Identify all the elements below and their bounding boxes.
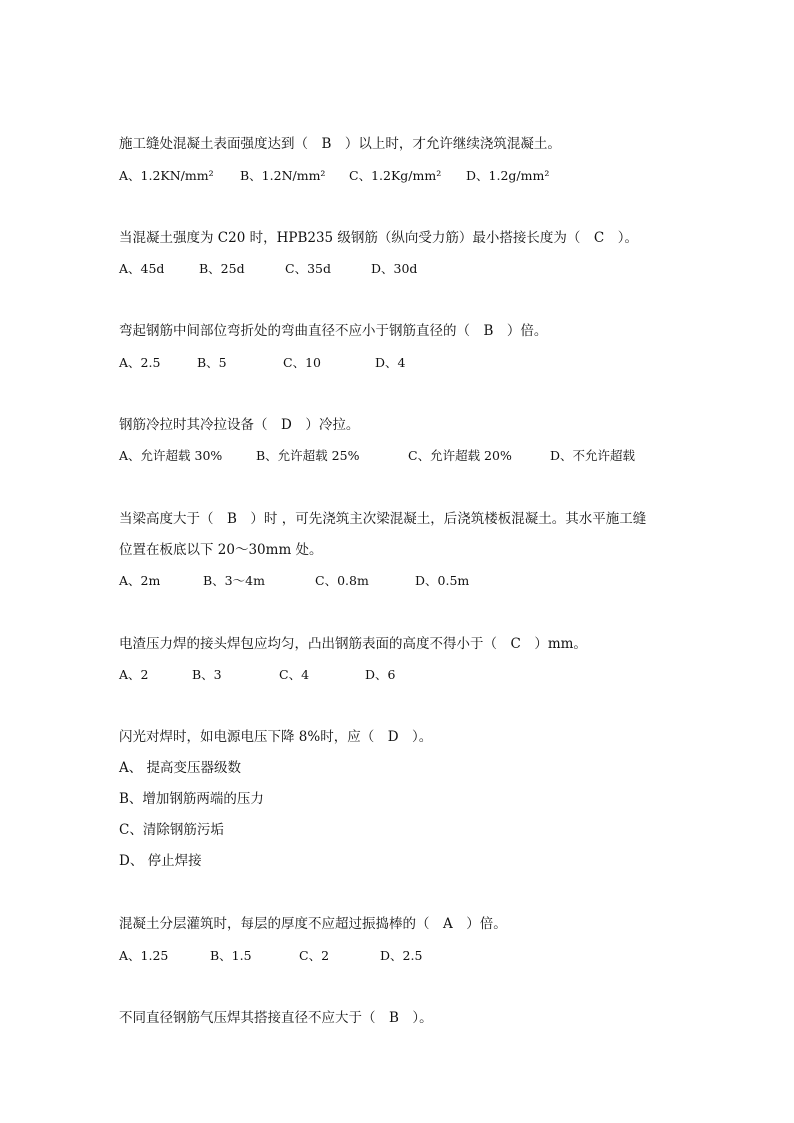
option-b: B、25d bbox=[199, 261, 245, 276]
option-c: C、0.8m bbox=[315, 573, 369, 588]
question-5-text-line-1: 当梁高度大于（ B ）时 ，可先浇筑主次梁混凝土，后浇筑楼板混凝土。其水平施工缝 bbox=[119, 511, 647, 527]
option-c: C、2 bbox=[299, 948, 330, 963]
question-5-text-line-2: 位置在板底以下 20～30mm 处。 bbox=[119, 542, 323, 558]
option-b: B、1.5 bbox=[210, 948, 252, 963]
option-d: D、6 bbox=[365, 667, 396, 682]
option-a: A、45d bbox=[119, 261, 165, 276]
option-b: B、1.2N/mm² bbox=[240, 168, 326, 183]
option-a: A、2 bbox=[119, 667, 149, 682]
option-d: D、4 bbox=[375, 355, 406, 370]
question-7-option-b: B、增加钢筋两端的压力 bbox=[119, 791, 264, 807]
option-b: B、3 bbox=[192, 667, 222, 682]
question-4-text: 钢筋冷拉时其冷拉设备（ D ）冷拉。 bbox=[119, 417, 360, 433]
option-d: D、1.2g/mm² bbox=[466, 168, 550, 183]
question-5-options bbox=[119, 573, 470, 621]
question-8-text: 混凝土分层灌筑时，每层的厚度不应超过振捣棒的（ A ）倍。 bbox=[119, 916, 507, 932]
question-2-text: 当混凝土强度为 C20 时，HPB235 级钢筋（纵向受力筋）最小搭接长度为（ C ）。 bbox=[119, 230, 639, 246]
option-d: D、0.5m bbox=[415, 573, 470, 588]
option-c: C、4 bbox=[279, 667, 310, 682]
option-d: D、30d bbox=[371, 261, 418, 276]
option-a: A、2.5 bbox=[119, 355, 161, 370]
option-c: C、1.2Kg/mm² bbox=[349, 168, 442, 183]
option-a: A、2m bbox=[119, 573, 161, 588]
option-b: B、5 bbox=[197, 355, 227, 370]
option-b: B、允许超载 25% bbox=[256, 448, 360, 463]
option-a: A、1.2KN/mm² bbox=[119, 168, 214, 183]
question-2-options bbox=[119, 261, 418, 309]
option-c: C、10 bbox=[283, 355, 321, 370]
option-a: A、1.25 bbox=[119, 948, 169, 963]
option-c: C、允许超载 20% bbox=[408, 448, 512, 463]
question-7-option-a: A、 提高变压器级数 bbox=[119, 760, 242, 776]
option-a: A、允许超载 30% bbox=[119, 448, 223, 463]
question-7-text: 闪光对焊时，如电源电压下降 8%时，应（ D ）。 bbox=[119, 729, 433, 745]
question-1-options bbox=[119, 168, 550, 216]
question-3-text: 弯起钢筋中间部位弯折处的弯曲直径不应小于钢筋直径的（ B ）倍。 bbox=[119, 323, 548, 339]
question-3-options bbox=[119, 355, 406, 403]
question-1-text: 施工缝处混凝土表面强度达到（ B ）以上时，才允许继续浇筑混凝土。 bbox=[119, 136, 561, 152]
option-d: D、不允许超载 bbox=[550, 448, 636, 463]
option-d: D、2.5 bbox=[380, 948, 423, 963]
question-7-option-d: D、 停止焊接 bbox=[119, 853, 202, 869]
question-6-text: 电渣压力焊的接头焊包应均匀，凸出钢筋表面的高度不得小于（ C ）mm。 bbox=[119, 636, 587, 652]
question-8-options bbox=[119, 948, 423, 996]
question-6-options bbox=[119, 667, 396, 715]
question-9-text: 不同直径钢筋气压焊其搭接直径不应大于（ B ）。 bbox=[119, 1010, 433, 1026]
question-4-options bbox=[119, 448, 636, 496]
option-c: C、35d bbox=[285, 261, 331, 276]
question-7-option-c: C、清除钢筋污垢 bbox=[119, 822, 224, 838]
option-b: B、3～4m bbox=[203, 573, 265, 588]
